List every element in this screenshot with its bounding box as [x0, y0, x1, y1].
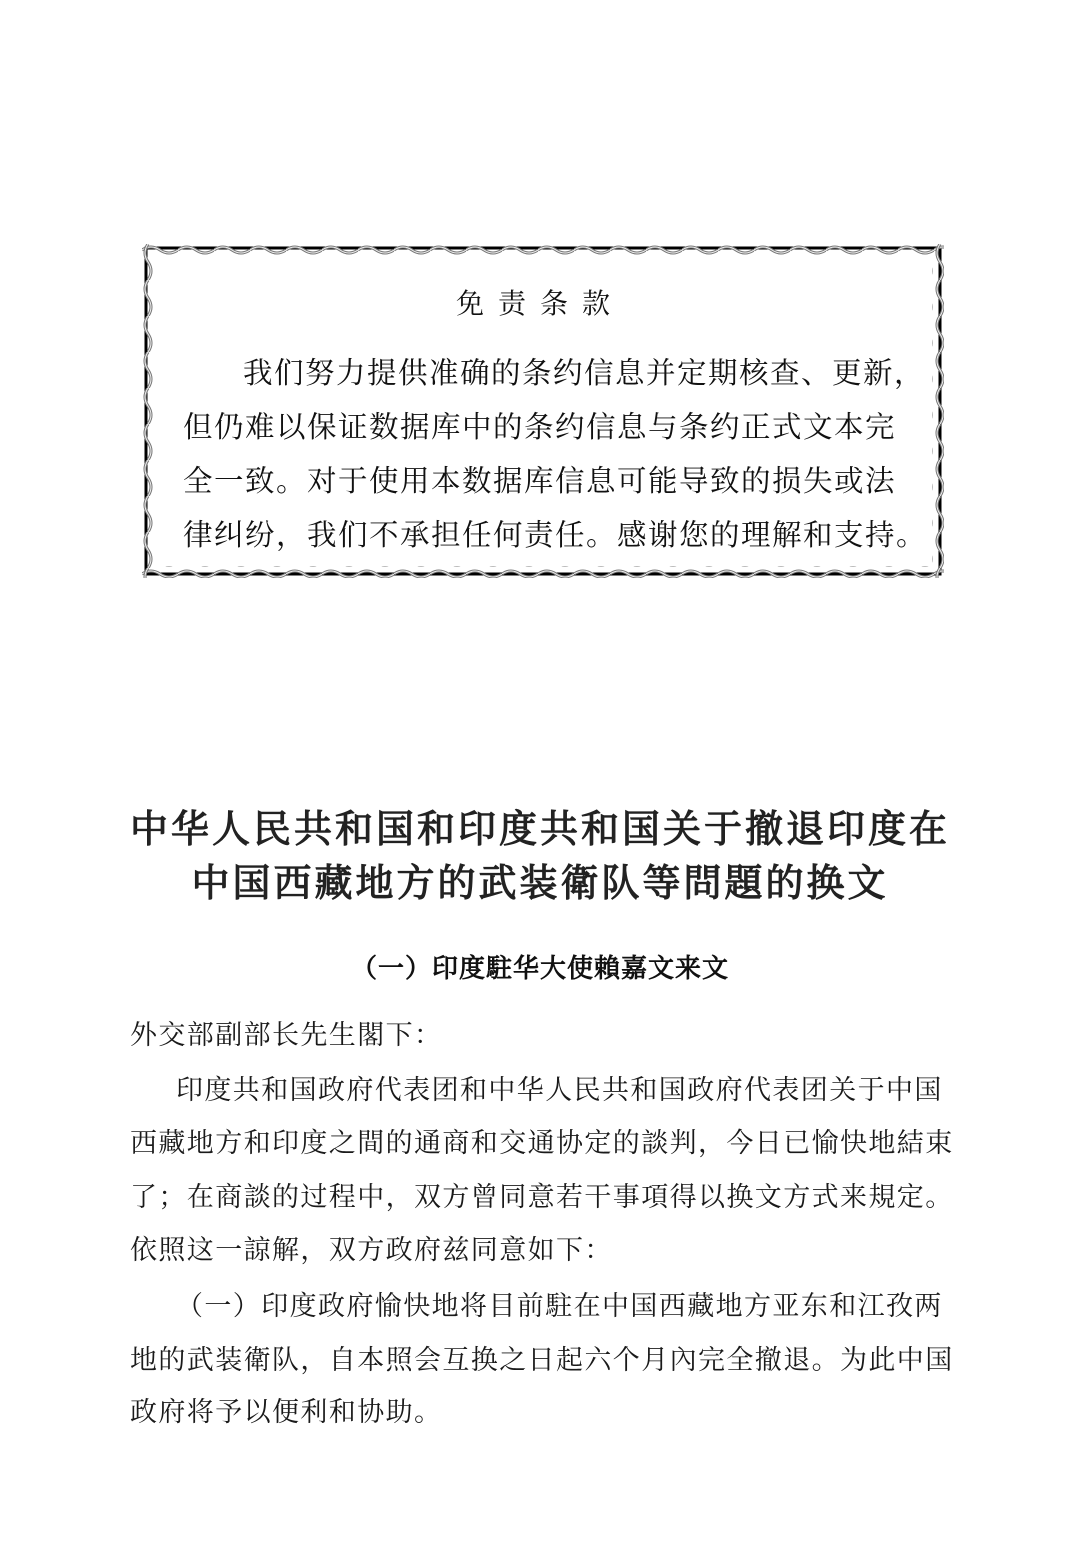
document-subtitle: （一）印度駐华大使賴嘉文来文: [350, 954, 729, 984]
document-title-line: 中国西藏地方的武装衛队等問題的换文: [191, 860, 889, 905]
body-line: 地的武装衛队，自本照会互换之日起六个月內完全撤退。为此中国: [130, 1345, 954, 1376]
disclaimer-line: 但仍难以保证数据库中的条约信息与条约正式文本完: [183, 410, 897, 444]
body-line: （一）印度政府愉快地将目前駐在中国西藏地方亚东和江孜两: [176, 1291, 943, 1322]
salutation: 外交部副部长先生閣下：: [130, 1020, 443, 1051]
disclaimer-line: 我们努力提供准确的条约信息并定期核查、更新，: [243, 356, 926, 390]
document-title-line: 中华人民共和国和印度共和国关于撤退印度在: [129, 806, 950, 851]
body-line: 了；在商談的过程中，双方曾同意若干事項得以换文方式来規定。: [130, 1182, 954, 1213]
body-line: 西藏地方和印度之間的通商和交通协定的談判，今日已愉快地結束: [130, 1128, 954, 1159]
body-line: 印度共和国政府代表团和中华人民共和国政府代表团关于中国: [176, 1075, 943, 1106]
disclaimer-line: 全一致。对于使用本数据库信息可能导致的损失或法: [183, 464, 897, 498]
disclaimer-line: 律纠纷，我们不承担任何责任。感谢您的理解和支持。: [183, 518, 928, 552]
disclaimer-title: 免责条款: [455, 287, 624, 320]
body-line: 依照这一諒解，双方政府兹同意如下：: [130, 1235, 613, 1266]
body-line: 政府将予以便利和协助。: [130, 1397, 443, 1428]
